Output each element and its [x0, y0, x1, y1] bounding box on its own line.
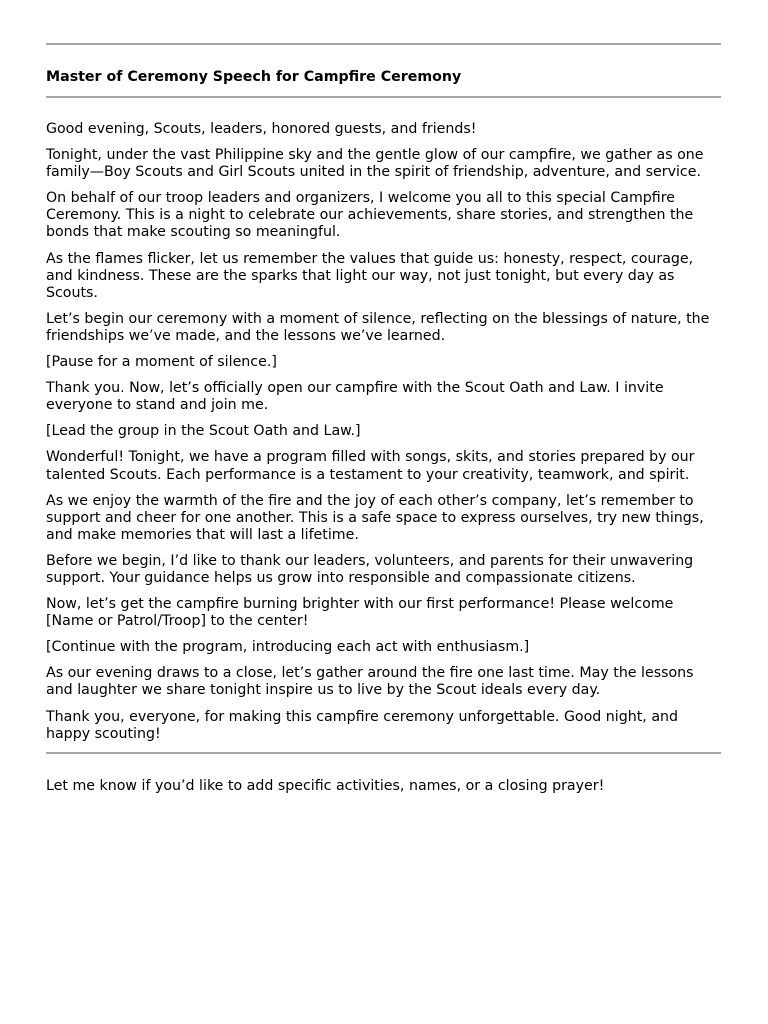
speech-paragraph: As the flames flicker, let us remember the values that guide us: honesty, respect, courage, and kindness. These are the sparks that light our way, not just tonight, but every day as Scouts.: [46, 250, 694, 301]
bottom-divider: [46, 752, 721, 754]
speech-paragraph: As our evening draws to a close, let’s gather around the fire one last time. May the lessons and laughter we share tonight inspire us to live by the Scout ideals every day.: [46, 665, 694, 699]
speech-paragraph: On behalf of our troop leaders and organizers, I welcome you all to this special Campfire Ceremony. This is a night to celebrate our achievements, share stories, and strengthen the bonds that make scouting so meaningful.: [46, 190, 694, 241]
stage-direction: [Pause for a moment of silence.]: [46, 354, 277, 371]
speech-paragraph: Thank you, everyone, for making this campfire ceremony unforgettable. Good night, and happy scouting!: [46, 708, 679, 742]
top-divider: [46, 43, 721, 45]
speech-paragraph: Let’s begin our ceremony with a moment of silence, reflecting on the blessings of nature, the friendships we’ve made, and the lessons we’ve learned.: [46, 310, 710, 344]
closing-note: Let me know if you’d like to add specific activities, names, or a closing prayer!: [46, 777, 605, 794]
speech-paragraph: Thank you. Now, let’s officially open our campfire with the Scout Oath and Law. I invite everyone to stand and join me.: [46, 380, 664, 414]
speech-paragraph: Now, let’s get the campfire burning brighter with our first performance! Please welcome [Name or Patrol/Troop] to the center!: [46, 596, 674, 630]
document-title: Master of Ceremony Speech for Campfire Ceremony: [46, 69, 462, 85]
speech-paragraph: Before we begin, I’d like to thank our leaders, volunteers, and parents for their unwavering support. Your guidance helps us grow into responsible and compassionate citizens.: [46, 552, 694, 586]
stage-direction: [Continue with the program, introducing each act with enthusiasm.]: [46, 639, 530, 656]
document-content: [46, 43, 722, 795]
stage-direction: [Lead the group in the Scout Oath and Law.]: [46, 423, 361, 440]
title-divider: [46, 96, 721, 98]
speech-paragraph: As we enjoy the warmth of the fire and the joy of each other’s company, let’s remember to support and cheer for one another. This is a safe space to express ourselves, try new things, and make memories that will last a lifetime.: [46, 492, 704, 543]
speech-paragraph: Wonderful! Tonight, we have a program filled with songs, skits, and stories prepared by our talented Scouts. Each performance is a testament to your creativity, teamwork, and spirit.: [46, 449, 695, 483]
speech-body: [46, 121, 722, 743]
speech-paragraph: Good evening, Scouts, leaders, honored guests, and friends!: [46, 121, 477, 137]
speech-paragraph: Tonight, under the vast Philippine sky and the gentle glow of our campfire, we gather as one family—Boy Scouts and Girl Scouts united in the spirit of friendship, adventure, and service.: [46, 147, 704, 181]
